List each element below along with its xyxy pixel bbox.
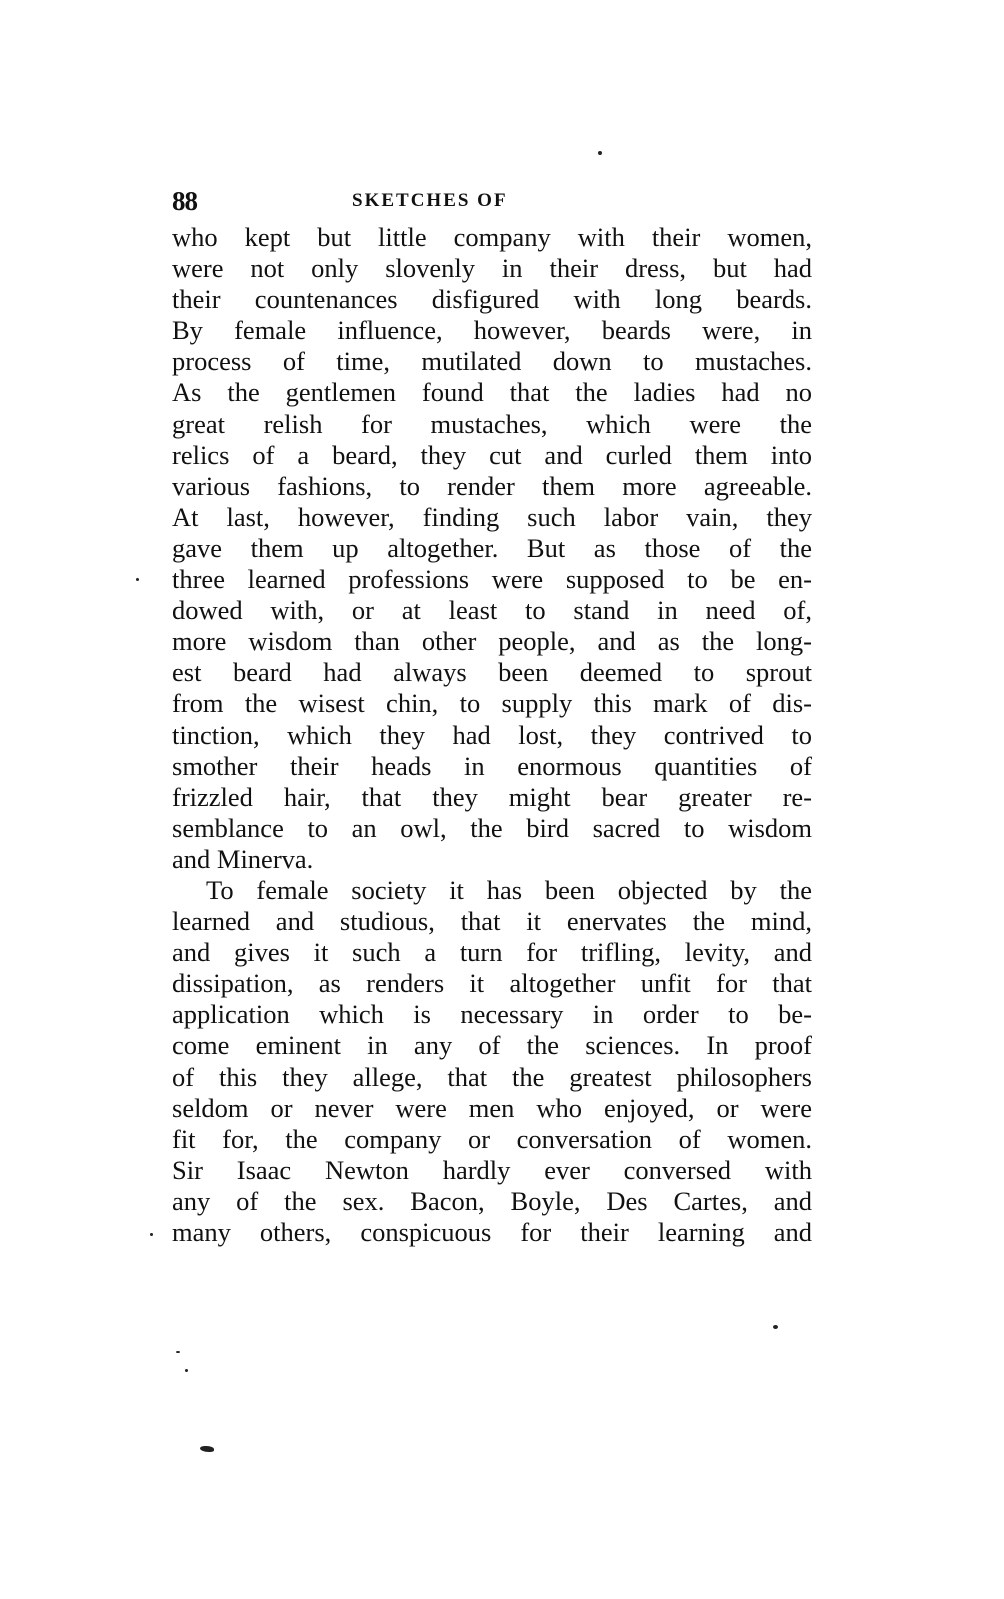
text-line: fit for, the company or conversation of women. [172, 1123, 812, 1154]
text-line: process of time, mutilated down to mustaches. [172, 346, 812, 377]
text-line: of this they allege, that the greatest philosophers [172, 1061, 812, 1092]
scan-speck [185, 1369, 188, 1372]
page-number: 88 [172, 186, 197, 216]
text-line: from the wisest chin, to supply this mark of dis- [172, 688, 812, 719]
text-line: frizzled hair, that they might bear greater re- [172, 781, 812, 812]
scan-speck [176, 1351, 180, 1353]
scan-speck [773, 1325, 778, 1329]
text-line: Sir Isaac Newton hardly ever conversed with [172, 1154, 812, 1185]
text-line: To female society it has been objected by the [206, 874, 812, 905]
text-line: their countenances disfigured with long beards. [172, 284, 812, 315]
text-line: tinction, which they had lost, they contrived to [172, 719, 812, 750]
running-head: SKETCHES OF [352, 190, 508, 211]
scan-speck [136, 578, 139, 581]
paragraph-1 [172, 222, 812, 875]
page-header [172, 186, 812, 220]
text-line: smother their heads in enormous quantities of [172, 750, 812, 781]
text-line: were not only slovenly in their dress, but had [172, 253, 812, 284]
text-line: At last, however, finding such labor vain, they [172, 501, 812, 532]
text-line: three learned professions were supposed to be en- [172, 564, 812, 595]
text-line: By female influence, however, beards were, in [172, 315, 812, 346]
text-line: learned and studious, that it enervates the mind, [172, 906, 812, 937]
text-line: dowed with, or at least to stand in need of, [172, 595, 812, 626]
text-line: and Minerva. [172, 843, 314, 874]
text-line: any of the sex. Bacon, Boyle, Des Cartes, and [172, 1185, 812, 1216]
text-line: seldom or never were men who enjoyed, or were [172, 1092, 812, 1123]
text-line: great relish for mustaches, which were the [172, 408, 812, 439]
paragraph-2 [172, 875, 812, 1248]
text-line: more wisdom than other people, and as the long- [172, 626, 812, 657]
text-line: various fashions, to render them more agreeable. [172, 470, 812, 501]
scan-speck [150, 1233, 153, 1236]
text-line: who kept but little company with their women, [172, 222, 812, 252]
text-line: dissipation, as renders it altogether unfit for that [172, 968, 812, 999]
text-line: and gives it such a turn for trifling, levity, and [172, 937, 812, 968]
body-text [172, 222, 812, 1248]
text-line: application which is necessary in order to be- [172, 999, 812, 1030]
text-line: est beard had always been deemed to sprout [172, 657, 812, 688]
text-line: relics of a beard, they cut and curled them into [172, 439, 812, 470]
text-line: gave them up altogether. But as those of the [172, 532, 812, 563]
text-line: come eminent in any of the sciences. In proof [172, 1030, 812, 1061]
text-line: As the gentlemen found that the ladies had no [172, 377, 812, 408]
text-line: semblance to an owl, the bird sacred to wisdom [172, 812, 812, 843]
scan-speck [200, 1446, 214, 1452]
scan-speck [598, 151, 602, 155]
text-line: many others, conspicuous for their learning and [172, 1217, 812, 1247]
